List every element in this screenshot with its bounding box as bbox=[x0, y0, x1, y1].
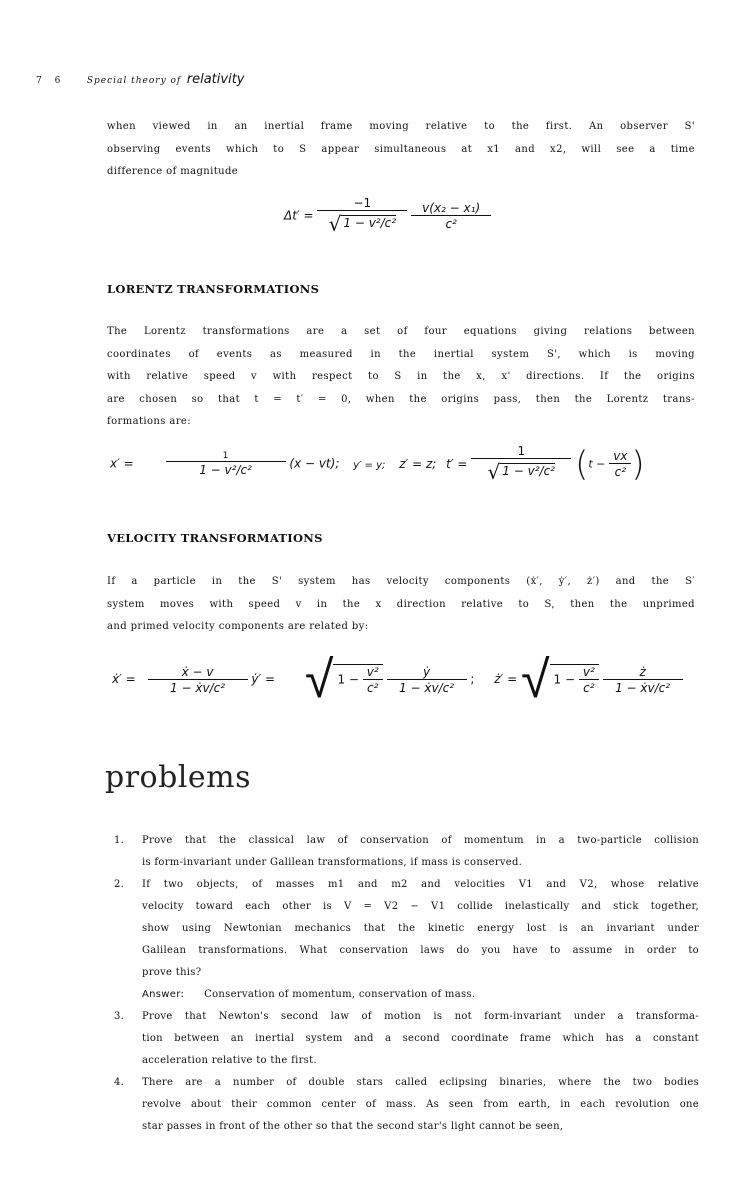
section-heading-lorentz: LORENTZ TRANSFORMATIONS bbox=[107, 282, 320, 296]
lorentz-paragraph bbox=[107, 321, 695, 434]
text-line: If a particle in the S' system has velocity components (ẋ′, ẏ′, ż′) and the S′ bbox=[107, 576, 695, 587]
denominator: 1 − v²/c² bbox=[166, 461, 286, 477]
denominator: c² bbox=[363, 679, 383, 695]
numerator: v² bbox=[366, 664, 379, 679]
equation-velocity-transform: ẋ′ = $\frac{\text{ẋ − v}}{\text{1 − ẋv/c²}}$ ẏ′ = √ 1 − $\frac{\text{v²}}{\text{c²}}$ $\frac{\text{ẏ}}{\text{1 − ẋv/c²}}$ ; ż′ = √ 1 − $\frac{\text{v²}}{\text{c²}}$ $\frac{ż}{\text{1 − ẋv/c²}}$ bbox=[112, 650, 707, 710]
text-line: If two objects, of masses m1 and m2 and velocities V1 and V2, whose relative bbox=[142, 879, 699, 890]
problem-number: 2. bbox=[114, 879, 125, 890]
answer-text: Conservation of momentum, conservation of mass. bbox=[204, 989, 476, 1000]
fraction bbox=[609, 449, 631, 479]
answer-line bbox=[142, 984, 699, 1006]
text-line: system moves with speed v in the x direction relative to S, then the unprimed bbox=[107, 598, 695, 610]
text-line: Galilean transformations. What conservation laws do you have to assume in order to bbox=[142, 945, 699, 956]
fraction bbox=[387, 665, 467, 695]
running-title: Special theory of bbox=[86, 76, 182, 86]
problem-item bbox=[114, 830, 699, 874]
section-heading-velocity: VELOCITY TRANSFORMATIONS bbox=[107, 531, 323, 545]
problem-number: 3. bbox=[114, 1011, 125, 1022]
problem-item bbox=[114, 1006, 699, 1072]
problem-number: 4. bbox=[114, 1077, 125, 1088]
text-line: with relative speed v with respect to S in the x, x' directions. If the origins bbox=[107, 371, 695, 382]
velocity-paragraph bbox=[107, 571, 695, 639]
eq-z: z′ = z; bbox=[399, 456, 437, 471]
running-title-2: relativity bbox=[186, 72, 245, 87]
text-line: coordinates of events as measured in the inertial system S', which is moving bbox=[107, 348, 695, 360]
radicand bbox=[550, 664, 599, 695]
text-line: Prove that the classical law of conservation of momentum in a two-particle collision bbox=[142, 835, 699, 846]
denominator: √ 1 − v²/c² bbox=[471, 458, 571, 484]
fraction bbox=[411, 201, 491, 231]
text-line: are chosen so that t = t′ = 0, when the origins pass, then the Lorentz trans- bbox=[107, 393, 695, 405]
text-line: velocity toward each other is V = V2 − V1 collide inelastically and stick together, bbox=[142, 901, 699, 912]
page-header bbox=[36, 72, 245, 87]
problems-list bbox=[114, 830, 699, 1138]
equation-lorentz-transform: x′ = $\frac{1}{\text{1 − v²/c²}}$ (x − vt); y′ = y; z′ = z; t′ = $\frac{1}{\text{√ 1 − v²/c²}}$ (t − $\frac{vx}{\text{c²}}$ ) bbox=[110, 444, 645, 485]
eq-tail: (x − vt); bbox=[289, 456, 340, 471]
radicand bbox=[333, 664, 382, 695]
problem-item bbox=[114, 1072, 699, 1138]
eq-t-lhs: t′ = bbox=[446, 456, 468, 471]
separator: ; bbox=[470, 672, 475, 686]
problems-title: problems bbox=[105, 760, 252, 795]
text-line: There are a number of double stars called eclipsing binaries, where the two bodies bbox=[142, 1077, 699, 1088]
fraction bbox=[603, 665, 683, 695]
fraction bbox=[363, 665, 383, 695]
fraction bbox=[471, 444, 571, 484]
intro-paragraph bbox=[107, 116, 695, 184]
page-number: 7 6 bbox=[36, 76, 66, 86]
numerator: 1 bbox=[222, 451, 229, 461]
numerator: ż bbox=[639, 664, 646, 679]
denominator: c² bbox=[609, 463, 631, 479]
text-line: is form-invariant under Galilean transformations, if mass is conserved. bbox=[142, 857, 523, 868]
numerator: ẋ − v bbox=[181, 664, 214, 679]
numerator: v(x₂ − x₁) bbox=[422, 201, 481, 215]
eq-lhs: ż′ = bbox=[494, 672, 518, 686]
answer-label: Answer: bbox=[142, 989, 185, 1000]
fraction bbox=[148, 665, 248, 695]
text-line: star passes in front of the other so that the second star's light cannot be seen, bbox=[142, 1121, 564, 1132]
one-minus: 1 − bbox=[553, 672, 576, 686]
denominator: 1 − ẋv/c² bbox=[387, 679, 467, 695]
denominator: c² bbox=[579, 679, 599, 695]
problem-number: 1. bbox=[114, 835, 125, 846]
text-line: and primed velocity components are related by: bbox=[107, 621, 369, 632]
text-line: The Lorentz transformations are a set of four equations giving relations between bbox=[107, 326, 695, 337]
text-line: revolve about their common center of mass. As seen from earth, in each revolution one bbox=[142, 1099, 699, 1110]
text-line: show using Newtonian mechanics that the kinetic energy lost is an invariant under bbox=[142, 923, 699, 934]
numerator: ẏ bbox=[422, 664, 431, 679]
radicand: 1 − v²/c² bbox=[343, 216, 397, 230]
denominator: c² bbox=[411, 215, 491, 231]
fraction bbox=[579, 665, 599, 695]
numerator: v² bbox=[582, 664, 595, 679]
eq-paren-a: t − bbox=[588, 457, 606, 471]
denominator: 1 − ẋv/c² bbox=[148, 679, 248, 695]
text-line: when viewed in an inertial frame moving relative to the first. An observer S' bbox=[107, 121, 695, 132]
eq-lhs: ẏ′ = bbox=[251, 672, 276, 686]
text-line: prove this? bbox=[142, 967, 202, 978]
numerator: vx bbox=[613, 449, 628, 463]
text-line: formations are: bbox=[107, 416, 191, 427]
fraction bbox=[166, 451, 286, 477]
text-line: difference of magnitude bbox=[107, 166, 239, 177]
fraction bbox=[317, 196, 407, 236]
text-line: observing events which to S appear simultaneous at x1 and x2, will see a time bbox=[107, 143, 695, 155]
problem-item bbox=[114, 874, 699, 1006]
eq-lhs: x′ = bbox=[110, 456, 134, 471]
equation-time-dilation bbox=[284, 196, 491, 236]
denominator: √ 1 − v²/c² bbox=[317, 210, 407, 236]
numerator: −1 bbox=[353, 196, 372, 210]
eq-lhs: Δt′ = bbox=[284, 208, 314, 223]
denominator: 1 − ẋv/c² bbox=[603, 679, 683, 695]
radicand: 1 − v²/c² bbox=[502, 464, 555, 478]
eq-y: y′ = y; bbox=[353, 459, 386, 471]
text-line: tion between an inertial system and a second coordinate frame which has a constant bbox=[142, 1033, 699, 1044]
eq-lhs: ẋ′ = bbox=[112, 672, 136, 686]
text-line: acceleration relative to the first. bbox=[142, 1055, 317, 1066]
numerator: 1 bbox=[517, 444, 526, 458]
text-line: Prove that Newton's second law of motion is not form-invariant under a transforma- bbox=[142, 1011, 699, 1022]
one-minus: 1 − bbox=[337, 672, 359, 686]
